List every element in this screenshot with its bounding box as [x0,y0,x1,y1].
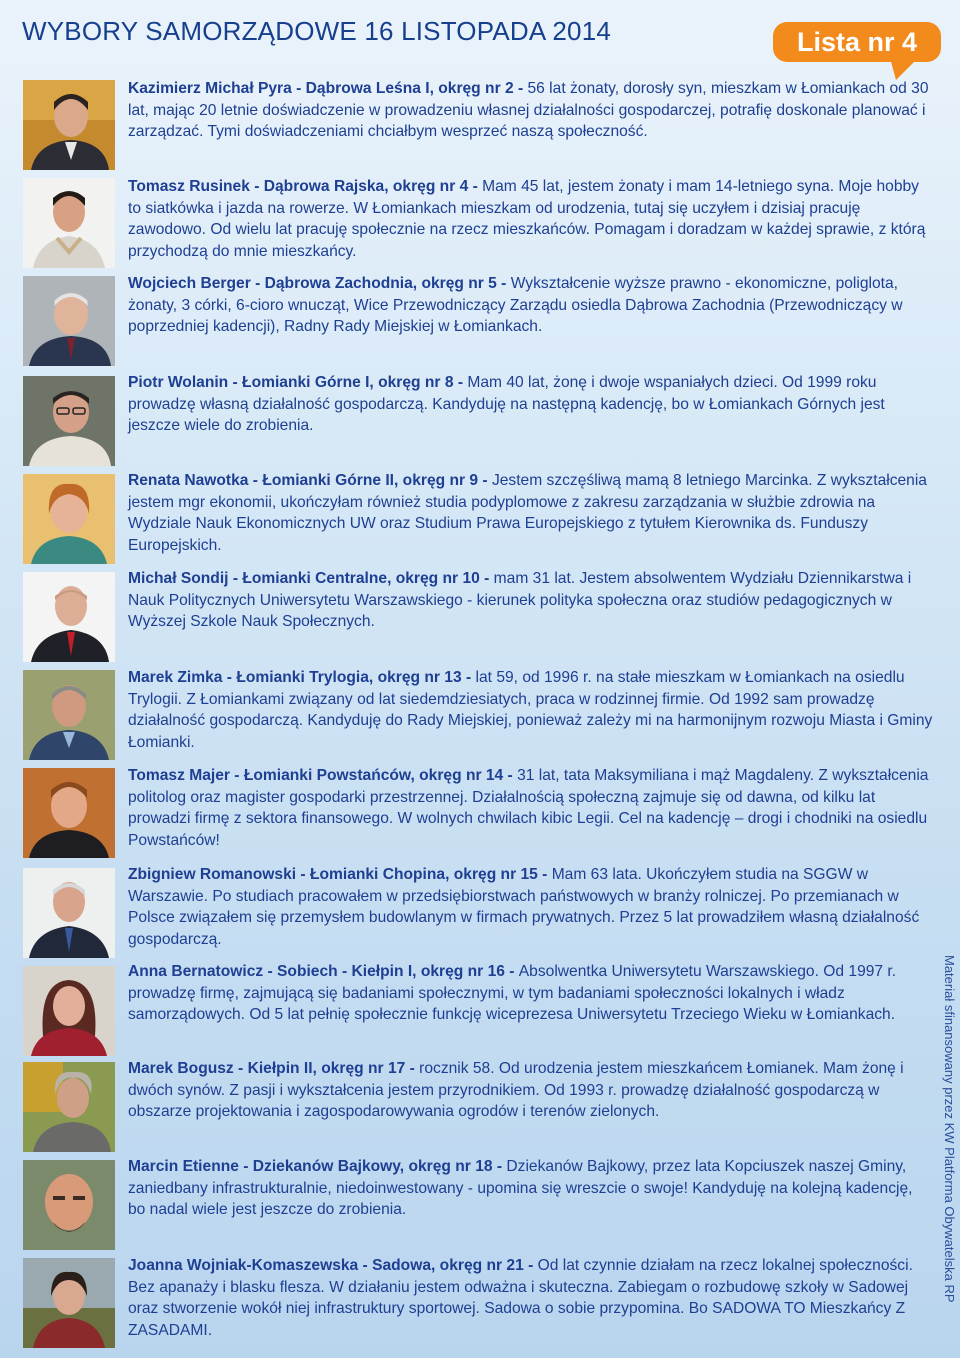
candidate-name: Wojciech Berger - Dąbrowa Zachodnia, okręg nr 5 - [128,275,511,292]
candidate-bio [128,372,933,437]
portrait-photo [23,80,115,170]
candidate-bio [128,568,933,633]
candidate-description: lat 59, od 1996 r. na stałe mieszkam w Łomiankach na osiedlu Trylogii. Z Łomiankami związany od lat siedemdziesiatych, praca w rodzinnej firmie. Od 1992 sam prowadzę działalność gospodarczą. Kandyduję do Rady Miejskiej, ponieważ zależy mi na harmonijnym rozwoju Miasta i Gminy Łomianki. [128,669,933,751]
candidate-photo [23,670,115,760]
candidate-bio [128,273,933,338]
candidate-description: 31 lat, tata Maksymiliana i mąż Magdaleny. Z wykształcenia politolog oraz magister gospodarki przestrzennej. Działalnością społeczną zajmuje się od dawna, od kilku lat prowadzi firmę z sektora finansowego. W wolnych chwilach kibic Legii. Cel na kadencję – drogi i chodniki na osiedlu Powstańców! [128,767,929,849]
candidate-name: Piotr Wolanin - Łomianki Górne I, okręg nr 8 - [128,374,468,391]
candidate-photo [23,1258,115,1348]
candidate-bio [128,470,933,556]
candidate-description: Jestem szczęśliwą mamą 8 letniego Marcinka. Z wykształcenia jestem mgr ekonomii, ukończyłam również studia podyplomowe z zakresu zarządzania w służbie zdrowia na Wydziale Nauk Ekonomicznych UW oraz Studium Prawa Europejskiego z tytułem Kierownika ds. Funduszy Europejskich. [128,472,927,554]
candidate-bio [128,176,933,262]
candidate-bio [128,1255,933,1341]
candidate-name: Anna Bernatowicz - Sobiech - Kiełpin I, okręg nr 16 - [128,963,519,980]
candidate-photo [23,178,115,268]
candidate-photo [23,572,115,662]
candidate-photo [23,474,115,564]
portrait-photo [23,768,115,858]
portrait-photo [23,376,115,466]
portrait-photo [23,868,115,958]
candidate-photo [23,768,115,858]
candidate-bio [128,961,933,1026]
candidate-photo [23,80,115,170]
portrait-photo [23,1062,115,1152]
candidate-photo [23,966,115,1056]
candidate-name: Tomasz Majer - Łomianki Powstańców, okręg nr 14 - [128,767,518,784]
candidate-name: Marcin Etienne - Dziekanów Bajkowy, okręg nr 18 - [128,1158,507,1175]
candidate-name: Tomasz Rusinek - Dąbrowa Rajska, okręg nr 4 - [128,178,483,195]
candidate-name: Renata Nawotka - Łomianki Górne II, okręg nr 9 - [128,472,492,489]
portrait-photo [23,966,115,1056]
list-number-badge: Lista nr 4 [773,22,941,62]
candidate-description: 56 lat żonaty, dorosły syn, mieszkam w Łomiankach od 30 lat, mając 20 letnie doświadczenie w prowadzeniu własnej działalności gospodarczej, potrafię doskonale planować i zarządzać. Tymi doświadczeniami chciałbym wesprzeć naszą społeczność. [128,80,929,141]
portrait-photo [23,670,115,760]
candidate-name: Michał Sondij - Łomianki Centralne, okręg nr 10 - [128,570,494,587]
candidate-bio [128,765,933,851]
candidate-bio [128,78,933,143]
candidate-description: Wykształcenie wyższe prawno - ekonomiczne, poliglota, żonaty, 3 córki, 6-cioro wnucząt, Wice Przewodniczący Zarządu osiedla Dąbrowa Zachodnia (Przewodniczący w poprzedniej kadencji), Radny Rady Miejskiej w Łomiankach. [128,275,903,336]
candidate-photo [23,276,115,366]
candidate-photo [23,376,115,466]
candidate-bio [128,1156,933,1221]
candidate-photo [23,1160,115,1250]
candidate-description: Mam 45 lat, jestem żonaty i mam 14-letniego syna. Moje hobby to siatkówka i jazda na rowerze. W Łomiankach mieszkam od urodzenia, tutaj się uczyłem i dzisiaj pracuję zawodowo. Od wielu lat pracuję społecznie na rzecz mieszkańców. Pomagam i doradzam w każdej sprawie, z którą przychodzą do mnie mieszkańcy. [128,178,926,260]
portrait-photo [23,178,115,268]
candidate-description: Od lat czynnie działam na rzecz lokalnej społeczności. Bez apanaży i blasku flesza. W działaniu jestem odważna i skuteczna. Zabiegam o rozbudowę szkoły w Sadowej oraz stworzenie wokół niej infrastruktury sportowej. Sadowa o sobie przypomina. Bo SADOWA TO Mieszkańcy Z ZASADAMI. [128,1257,913,1339]
funding-note: Materiał sfinansowany przez KW Platforma Obywatelska RP [942,955,957,1303]
candidate-description: rocznik 58. Od urodzenia jestem mieszkańcem Łomianek. Mam żonę i dwóch synów. Z pasji i wykształcenia jestem przyrodnikiem. Od 1993 r. prowadzę działalność gospodarczą w obszarze projektowania i zagospodarowywania ogrodów i terenów zielonych. [128,1060,904,1121]
portrait-photo [23,474,115,564]
candidate-photo [23,1062,115,1152]
badge-speech-tail [890,58,918,80]
candidate-description: mam 31 lat. Jestem absolwentem Wydziału Dziennikarstwa i Nauk Politycznych Uniwersytetu Warszawskiego - kierunek polityka społeczna oraz studiów pedagogicznych w Wyższej Szkole Nauk Społecznych. [128,570,912,631]
portrait-photo [23,572,115,662]
candidate-description: Dziekanów Bajkowy, przez lata Kopciuszek naszej Gminy, zaniedbany infrastrukturalnie, niedoinwestowany - upomina się wreszcie o swoje! Kandyduję na kolejną kadencję, bo nadal wiele jest jeszcze do zrobienia. [128,1158,913,1219]
candidate-photo [23,868,115,958]
portrait-photo [23,276,115,366]
candidate-bio [128,864,933,950]
candidate-name: Marek Zimka - Łomianki Trylogia, okręg nr 13 - [128,669,476,686]
candidate-description: Mam 40 lat, żonę i dwoje wspaniałych dzieci. Od 1999 roku prowadzę własną działalność gospodarczą. Kandyduję na następną kadencję, bo w Łomiankach Górnych jest jeszcze wiele do zrobienia. [128,374,885,435]
candidate-name: Marek Bogusz - Kiełpin II, okręg nr 17 - [128,1060,420,1077]
page-title: WYBORY SAMORZĄDOWE 16 LISTOPADA 2014 [22,16,612,46]
portrait-photo [23,1258,115,1348]
candidate-description: Mam 63 lata. Ukończyłem studia na SGGW w Warszawie. Po studiach pracowałem w przedsiębiorstwach państwowych w branży rolniczej. Po przemianach w Polsce związałem się przemysłem budowlanym w firmach prywatnych. Przez 5 lat prowadziłem własną działalność gospodarczą. [128,866,920,948]
candidate-description: Absolwentka Uniwersytetu Warszawskiego. Od 1997 r. prowadzę firmę, zajmującą się badaniami społecznymi, w tym badaniami społeczności lokalnych i władz samorządowych. Od 5 lat pełnię społecznie funkcję wiceprezesa Uniwersytetu Trzeciego Wieku w Łomiankach. [128,963,897,1024]
candidate-name: Zbigniew Romanowski - Łomianki Chopina, okręg nr 15 - [128,866,552,883]
candidate-name: Kazimierz Michał Pyra - Dąbrowa Leśna I, okręg nr 2 - [128,80,528,97]
candidate-bio [128,1058,933,1123]
portrait-photo [23,1160,115,1250]
candidate-name: Joanna Wojniak-Komaszewska - Sadowa, okręg nr 21 - [128,1257,538,1274]
candidate-bio [128,667,933,753]
